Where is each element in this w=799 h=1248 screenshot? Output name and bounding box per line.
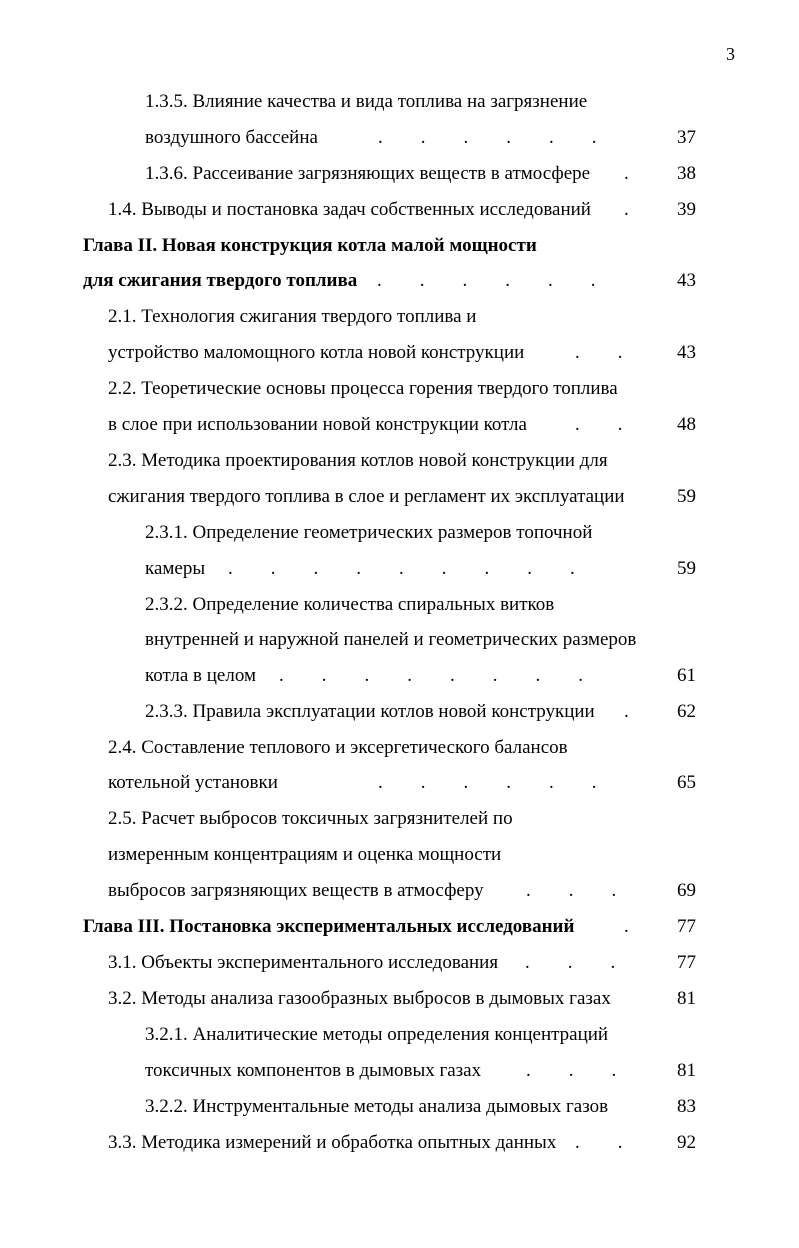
toc-entry-3-2-1-line2: токсичных компонентов в дымовых газах <box>145 1060 482 1081</box>
toc-page-chapter-2: 43 <box>677 270 696 291</box>
dot-leader: . <box>624 701 629 722</box>
toc-entry-3-2-2: 3.2.2. Инструментальные методы анализа дымовых газов <box>145 1096 609 1117</box>
toc-page-2-3: 59 <box>677 486 696 507</box>
toc-entry-3-2-1-line1: 3.2.1. Аналитические методы определения концентраций <box>145 1024 609 1045</box>
toc-page-2-3-2: 61 <box>677 665 696 686</box>
dot-leader: . . . . . . . . . <box>228 558 575 579</box>
dot-leader: . . . . . . . . <box>279 665 583 686</box>
dot-leader: . . . <box>526 1060 617 1081</box>
toc-page-1-3-6: 38 <box>677 163 696 184</box>
dot-leader: . . <box>575 414 623 435</box>
dot-leader: . . <box>575 1132 623 1153</box>
toc-entry-2-4-line1: 2.4. Составление теплового и эксергетического балансов <box>108 737 568 758</box>
toc-entry-2-2-line2: в слое при использовании новой конструкции котла <box>108 414 527 435</box>
toc-entry-3-2: 3.2. Методы анализа газообразных выбросов в дымовых газах <box>108 988 611 1009</box>
toc-page-3-3: 92 <box>677 1132 696 1153</box>
toc-entry-3-3: 3.3. Методика измерений и обработка опытных данных <box>108 1132 557 1153</box>
toc-page-1-3-5: 37 <box>677 127 696 148</box>
toc-entry-2-5-line2: измеренным концентрациям и оценка мощности <box>108 844 502 865</box>
toc-entry-1-3-5-line2: воздушного бассейна <box>145 127 318 148</box>
toc-entry-2-5-line3: выбросов загрязняющих веществ в атмосферу <box>108 880 484 901</box>
dot-leader: . . . . . . <box>377 270 596 291</box>
toc-page-3-2-1: 81 <box>677 1060 696 1081</box>
dot-leader: . . . . . . <box>378 127 597 148</box>
toc-entry-2-5-line1: 2.5. Расчет выбросов токсичных загрязнителей по <box>108 808 513 829</box>
toc-entry-2-3-1-line1: 2.3.1. Определение геометрических размеров топочной <box>145 522 593 543</box>
dot-leader: . <box>624 199 629 220</box>
toc-page-2-4: 65 <box>677 772 696 793</box>
toc-page-1-4: 39 <box>677 199 696 220</box>
toc-entry-2-3-3: 2.3.3. Правила эксплуатации котлов новой конструкции <box>145 701 595 722</box>
toc-entry-2-3-2-line3: котла в целом <box>145 665 256 686</box>
toc-page-2-2: 48 <box>677 414 696 435</box>
toc-entry-2-3-2-line2: внутренней и наружной панелей и геометрических размеров <box>145 629 637 650</box>
toc-entry-2-2-line1: 2.2. Теоретические основы процесса горения твердого топлива <box>108 378 618 399</box>
toc-page-2-5: 69 <box>677 880 696 901</box>
toc-entry-2-1-line1: 2.1. Технология сжигания твердого топлива и <box>108 306 477 327</box>
toc-entry-2-3-2-line1: 2.3.2. Определение количества спиральных витков <box>145 594 555 615</box>
toc-page-2-1: 43 <box>677 342 696 363</box>
toc-chapter-2-line2: для сжигания твердого топлива <box>83 270 358 291</box>
dot-leader: . . . <box>525 952 616 973</box>
page-number: 3 <box>726 44 735 64</box>
toc-page-3-2: 81 <box>677 988 696 1009</box>
toc-entry-2-3-line2: сжигания твердого топлива в слое и регламент их эксплуатации <box>108 486 625 507</box>
toc-entry-3-1: 3.1. Объекты экспериментального исследования <box>108 952 499 973</box>
toc-page-2-3-3: 62 <box>677 701 696 722</box>
toc-entry-2-4-line2: котельной установки <box>108 772 278 793</box>
dot-leader: . . . <box>526 880 617 901</box>
toc-page-3-1: 77 <box>677 952 696 973</box>
toc-chapter-2-line1: Глава II. Новая конструкция котла малой мощности <box>83 235 537 256</box>
toc-entry-2-1-line2: устройство маломощного котла новой конструкции <box>108 342 525 363</box>
toc-entry-1-3-6: 1.3.6. Рассеивание загрязняющих веществ в атмосфере <box>145 163 591 184</box>
toc-chapter-3: Глава III. Постановка экспериментальных исследований <box>83 916 575 937</box>
toc-entry-1-4: 1.4. Выводы и постановка задач собственных исследований <box>108 199 591 220</box>
toc-page-chapter-3: 77 <box>677 916 696 937</box>
dot-leader: . . <box>575 342 623 363</box>
dot-leader: . <box>624 916 629 937</box>
toc-page-2-3-1: 59 <box>677 558 696 579</box>
toc-entry-2-3-1-line2: камеры <box>145 558 206 579</box>
toc-entry-1-3-5-line1: 1.3.5. Влияние качества и вида топлива на загрязнение <box>145 91 588 112</box>
toc-page-3-2-2: 83 <box>677 1096 696 1117</box>
dot-leader: . . . . . . <box>378 772 597 793</box>
dot-leader: . <box>624 163 629 184</box>
toc-entry-2-3-line1: 2.3. Методика проектирования котлов новой конструкции для <box>108 450 608 471</box>
